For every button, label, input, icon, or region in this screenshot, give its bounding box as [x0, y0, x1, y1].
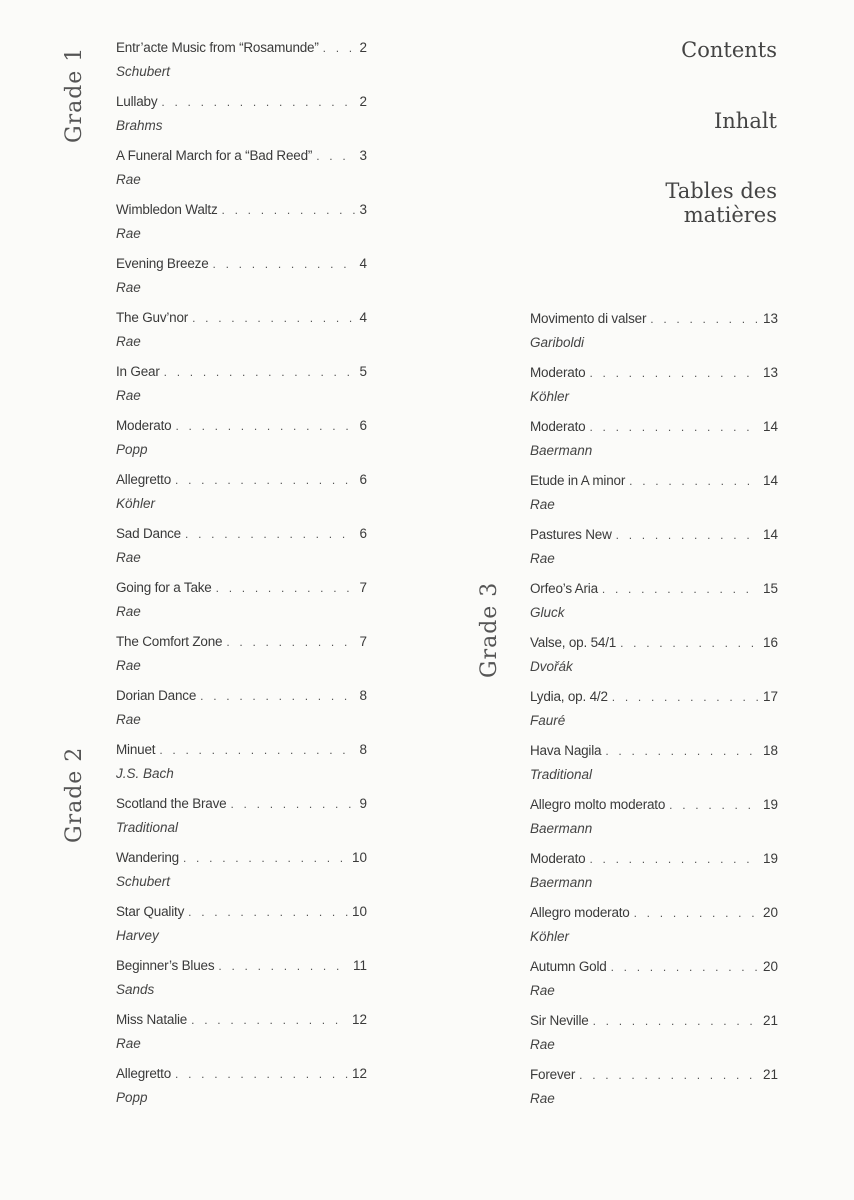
entry-title: The Guv’nor: [116, 310, 189, 325]
entry-page-number: 4: [359, 310, 367, 325]
entry-page-number: 9: [359, 796, 367, 811]
dot-leader: [213, 256, 356, 273]
entry-composer: Köhler: [530, 389, 570, 404]
dot-leader: [602, 581, 759, 598]
entry-title-line: [530, 580, 778, 598]
entry-title: Autumn Gold: [530, 959, 607, 974]
entry-title-line: [116, 309, 367, 327]
entry-page-number: 3: [359, 202, 367, 217]
contents-entry: [116, 309, 367, 350]
entry-title-line: [116, 39, 367, 57]
contents-entry: [116, 525, 367, 566]
contents-entry: [530, 796, 778, 837]
entry-title: Orfeo’s Aria: [530, 581, 598, 596]
dot-leader: [316, 148, 355, 165]
contents-entry: [116, 39, 367, 80]
entry-composer: Baermann: [530, 875, 593, 890]
dot-leader: [620, 635, 759, 652]
entry-page-number: 12: [351, 1066, 367, 1081]
grade-3-label: Grade 3: [477, 581, 502, 678]
contents-entry: [116, 1065, 367, 1106]
entry-title-line: [530, 688, 778, 706]
entry-page-number: 21: [762, 1067, 778, 1082]
entry-title-line: [116, 957, 367, 975]
contents-entry: [530, 580, 778, 621]
entry-page-number: 19: [762, 851, 778, 866]
contents-entry: [530, 688, 778, 729]
entry-composer: Rae: [116, 1036, 141, 1051]
dot-leader: [669, 797, 759, 814]
entry-title-line: [116, 93, 367, 111]
entry-page-number: 14: [762, 473, 778, 488]
dot-leader: [612, 689, 759, 706]
entry-composer: Köhler: [116, 496, 156, 511]
dot-leader: [159, 742, 355, 759]
dot-leader: [164, 364, 356, 381]
dot-leader: [629, 473, 759, 490]
entry-title: Moderato: [116, 418, 172, 433]
contents-entry: [530, 1066, 778, 1107]
entry-title-line: [116, 903, 367, 921]
entry-composer: Popp: [116, 1090, 148, 1105]
dot-leader: [188, 904, 348, 921]
dot-leader: [589, 365, 759, 382]
entry-title: Allegretto: [116, 1066, 172, 1081]
dot-leader: [605, 743, 759, 760]
entry-page-number: 20: [762, 959, 778, 974]
entry-composer: Köhler: [530, 929, 570, 944]
entry-title: Evening Breeze: [116, 256, 209, 271]
contents-entry: [530, 904, 778, 945]
contents-entry: [116, 741, 367, 782]
contents-entry: [116, 255, 367, 296]
entry-page-number: 10: [351, 904, 367, 919]
entry-composer: Traditional: [530, 767, 593, 782]
entry-page-number: 8: [359, 742, 367, 757]
contents-entry: [530, 364, 778, 405]
entry-page-number: 5: [359, 364, 367, 379]
contents-entry: [116, 687, 367, 728]
entry-title: Dorian Dance: [116, 688, 197, 703]
contents-entry: [530, 850, 778, 891]
entry-page-number: 10: [351, 850, 367, 865]
contents-entry: [116, 957, 367, 998]
contents-entry: [116, 903, 367, 944]
entry-title: Pastures New: [530, 527, 612, 542]
dot-leader: [589, 851, 759, 868]
entry-title: Entr’acte Music from “Rosamunde”: [116, 40, 319, 55]
dot-leader: [226, 634, 355, 651]
entry-page-number: 6: [359, 418, 367, 433]
entry-composer: Baermann: [530, 443, 593, 458]
entry-page-number: 2: [359, 94, 367, 109]
entry-page-number: 13: [762, 311, 778, 326]
entry-composer: Fauré: [530, 713, 566, 728]
dot-leader: [611, 959, 759, 976]
heading-tables-line-2: matières: [683, 203, 777, 227]
entry-title-line: [116, 417, 367, 435]
entry-composer: Schubert: [116, 874, 171, 889]
entry-page-number: 17: [762, 689, 778, 704]
entry-composer: Rae: [116, 658, 141, 673]
entry-page-number: 14: [762, 527, 778, 542]
entry-page-number: 4: [359, 256, 367, 271]
entry-composer: Gariboldi: [530, 335, 585, 350]
entry-page-number: 16: [762, 635, 778, 650]
entry-title: Going for a Take: [116, 580, 212, 595]
entry-composer: Dvořák: [530, 659, 573, 674]
dot-leader: [191, 1012, 348, 1029]
contents-entry: [530, 1012, 778, 1053]
dot-leader: [323, 40, 356, 57]
entry-title-line: [116, 687, 367, 705]
dot-leader: [222, 202, 356, 219]
entry-composer: Rae: [116, 280, 141, 295]
entry-title: Moderato: [530, 419, 586, 434]
entry-page-number: 12: [351, 1012, 367, 1027]
entry-title: Sir Neville: [530, 1013, 589, 1028]
entry-title: Miss Natalie: [116, 1012, 188, 1027]
entry-composer: Rae: [530, 497, 555, 512]
contents-entry: [530, 472, 778, 513]
dot-leader: [616, 527, 759, 544]
contents-entry: [116, 201, 367, 242]
dot-leader: [185, 526, 355, 543]
entry-title-line: [530, 634, 778, 652]
dot-leader: [593, 1013, 759, 1030]
entry-title: Moderato: [530, 851, 586, 866]
dot-leader: [589, 419, 759, 436]
heading-tables-line-1: Tables des: [665, 179, 777, 203]
entry-title-line: [530, 418, 778, 436]
dot-leader: [192, 310, 355, 327]
entry-page-number: 19: [762, 797, 778, 812]
entry-composer: Rae: [530, 983, 555, 998]
heading-inhalt: Inhalt: [713, 109, 777, 133]
dot-leader: [634, 905, 759, 922]
entry-title-line: [116, 741, 367, 759]
entry-title: Lullaby: [116, 94, 158, 109]
contents-entry: [530, 742, 778, 783]
entry-title: In Gear: [116, 364, 160, 379]
entry-title-line: [116, 525, 367, 543]
entry-title-line: [116, 849, 367, 867]
entry-page-number: 6: [359, 526, 367, 541]
contents-entry: [116, 1011, 367, 1052]
entry-title: Movimento di valser: [530, 311, 647, 326]
dot-leader: [200, 688, 355, 705]
dot-leader: [161, 94, 355, 111]
entry-composer: Brahms: [116, 118, 163, 133]
entry-page-number: 7: [359, 634, 367, 649]
entry-title-line: [116, 201, 367, 219]
entry-page-number: 3: [359, 148, 367, 163]
entry-composer: Rae: [116, 604, 141, 619]
entry-title: Scotland the Brave: [116, 796, 227, 811]
entry-composer: Sands: [116, 982, 155, 997]
contents-entry: [116, 471, 367, 512]
heading-tables-des-matieres: [665, 179, 777, 227]
entry-composer: Rae: [530, 1091, 555, 1106]
entry-title: Lydia, op. 4/2: [530, 689, 608, 704]
dot-leader: [175, 418, 355, 435]
dot-leader: [218, 958, 349, 975]
entry-composer: Gluck: [530, 605, 565, 620]
entry-title-line: [116, 363, 367, 381]
entry-page-number: 21: [762, 1013, 778, 1028]
entry-title: A Funeral March for a “Bad Reed”: [116, 148, 313, 163]
entry-title: Etude in A minor: [530, 473, 626, 488]
entry-composer: Rae: [116, 334, 141, 349]
contents-entry: [530, 310, 778, 351]
heading-contents: Contents: [681, 38, 777, 62]
grade-2-label: Grade 2: [62, 746, 87, 843]
contents-entry: [530, 634, 778, 675]
entry-title-line: [530, 958, 778, 976]
entry-title-line: [530, 364, 778, 382]
entry-composer: Rae: [116, 172, 141, 187]
entry-title-line: [530, 1012, 778, 1030]
entry-title-line: [530, 526, 778, 544]
entry-title-line: [530, 742, 778, 760]
dot-leader: [175, 472, 355, 489]
entry-title-line: [530, 1066, 778, 1084]
entry-title: Hava Nagila: [530, 743, 602, 758]
contents-entry: [116, 849, 367, 890]
entry-composer: Rae: [530, 1037, 555, 1052]
entry-composer: J.S. Bach: [116, 766, 174, 781]
entry-title-line: [116, 147, 367, 165]
entry-composer: Rae: [116, 226, 141, 241]
entry-page-number: 7: [359, 580, 367, 595]
entry-composer: Popp: [116, 442, 148, 457]
entry-title-line: [530, 472, 778, 490]
dot-leader: [650, 311, 759, 328]
entry-title: Sad Dance: [116, 526, 181, 541]
dot-leader: [230, 796, 355, 813]
contents-entry: [116, 579, 367, 620]
entry-page-number: 18: [762, 743, 778, 758]
entry-title-line: [530, 796, 778, 814]
contents-entry: [116, 417, 367, 458]
entry-title-line: [116, 255, 367, 273]
entry-title-line: [116, 1011, 367, 1029]
contents-entry: [530, 958, 778, 999]
entry-composer: Harvey: [116, 928, 159, 943]
entry-title: Forever: [530, 1067, 576, 1082]
entry-title-line: [530, 904, 778, 922]
dot-leader: [579, 1067, 759, 1084]
entry-title: The Comfort Zone: [116, 634, 223, 649]
entry-page-number: 6: [359, 472, 367, 487]
entry-title: Allegro moderato: [530, 905, 630, 920]
entry-composer: Rae: [116, 388, 141, 403]
entry-title: Wandering: [116, 850, 179, 865]
entry-title-line: [116, 579, 367, 597]
entry-page-number: 2: [359, 40, 367, 55]
entry-title: Star Quality: [116, 904, 185, 919]
entry-title-line: [116, 471, 367, 489]
dot-leader: [216, 580, 356, 597]
contents-entry: [530, 526, 778, 567]
entry-page-number: 14: [762, 419, 778, 434]
entry-title: Valse, op. 54/1: [530, 635, 617, 650]
entry-title: Wimbledon Waltz: [116, 202, 218, 217]
dot-leader: [175, 1066, 348, 1083]
entry-page-number: 13: [762, 365, 778, 380]
contents-entry: [116, 363, 367, 404]
entry-composer: Rae: [116, 550, 141, 565]
entry-page-number: 11: [352, 958, 367, 973]
entry-title-line: [116, 795, 367, 813]
entry-title: Minuet: [116, 742, 156, 757]
entry-composer: Schubert: [116, 64, 171, 79]
entry-composer: Rae: [530, 551, 555, 566]
dot-leader: [183, 850, 348, 867]
entry-title-line: [530, 850, 778, 868]
entry-title: Beginner’s Blues: [116, 958, 215, 973]
entry-title-line: [530, 310, 778, 328]
entry-page-number: 20: [762, 905, 778, 920]
entry-title-line: [116, 1065, 367, 1083]
entry-title: Allegretto: [116, 472, 172, 487]
contents-entry: [116, 795, 367, 836]
contents-entry: [116, 93, 367, 134]
entry-title: Allegro molto moderato: [530, 797, 666, 812]
grade-1-label: Grade 1: [62, 46, 87, 143]
contents-entry: [530, 418, 778, 459]
entry-title-line: [116, 633, 367, 651]
entry-page-number: 15: [762, 581, 778, 596]
entry-composer: Traditional: [116, 820, 179, 835]
entry-title: Moderato: [530, 365, 586, 380]
entry-composer: Rae: [116, 712, 141, 727]
entry-page-number: 8: [359, 688, 367, 703]
entry-composer: Baermann: [530, 821, 593, 836]
contents-entry: [116, 147, 367, 188]
contents-entry: [116, 633, 367, 674]
